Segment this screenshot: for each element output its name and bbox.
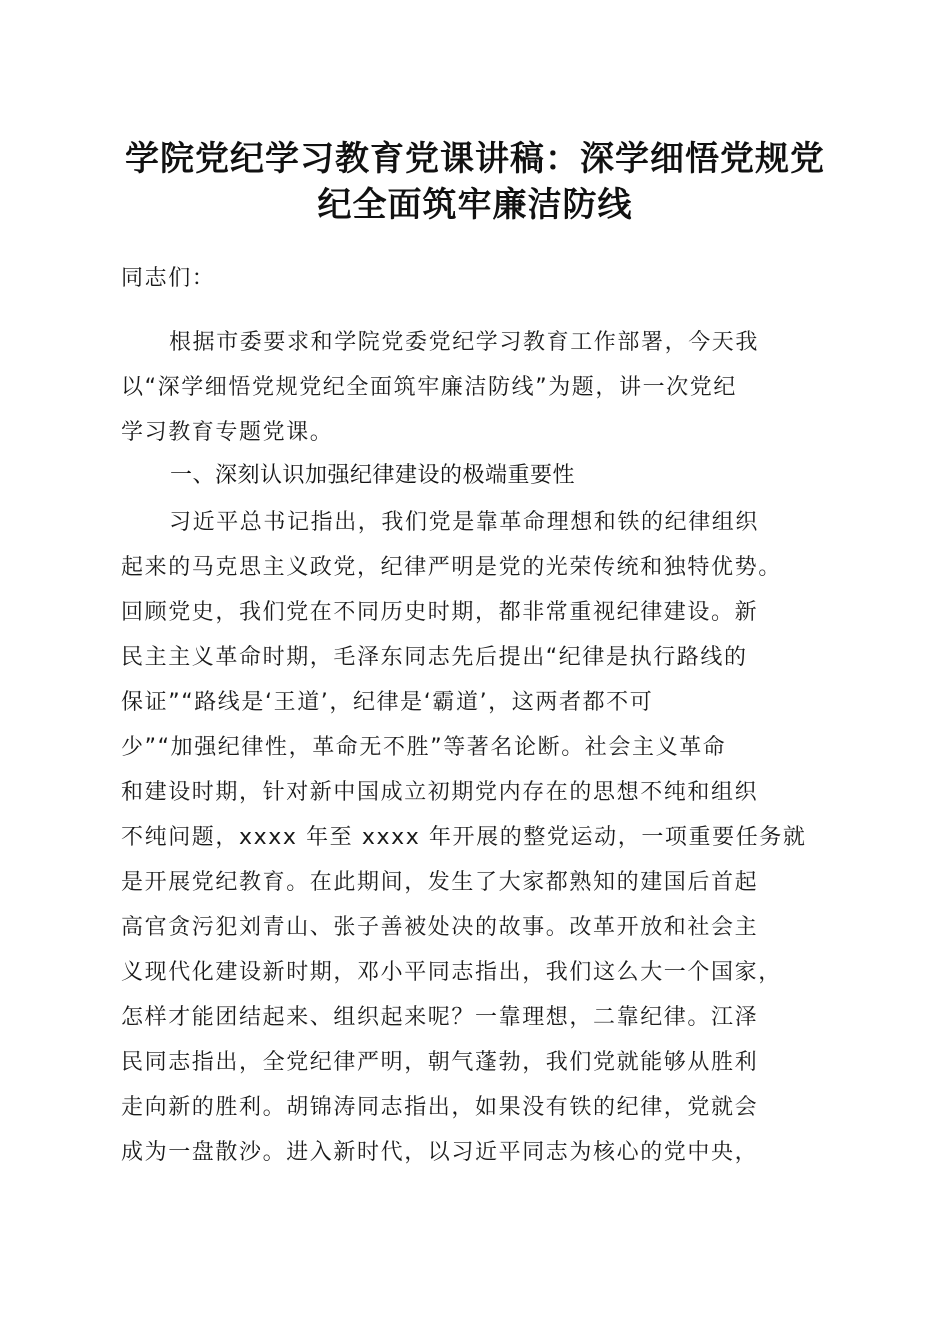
paragraph-line: 和建设时期，针对新中国成立初期党内存在的思想不纯和组织 <box>121 780 759 805</box>
paragraph-line: 回顾党史，我们党在不同历史时期，都非常重视纪律建设。新 <box>121 600 759 625</box>
paragraph-line: 以“深学细悟党规党纪全面筑牢廉洁防线”为题，讲一次党纪 <box>121 375 737 400</box>
paragraph-line: 学习教育专题党课。 <box>121 420 334 445</box>
paragraph-line: 起来的马克思主义政党，纪律严明是党的光荣传统和独特优势。 <box>121 555 782 580</box>
paragraph-line: 少”“加强纪律性，革命无不胜”等著名论断。社会主义革命 <box>121 735 727 760</box>
paragraph-line: 不纯问题，xxxx 年至 xxxx 年开展的整党运动，一项重要任务就 <box>121 825 807 850</box>
greeting-text: 同志们： <box>121 266 216 291</box>
paragraph-line: 怎样才能团结起来、组织起来呢？一靠理想，二靠纪律。江泽 <box>121 1005 759 1030</box>
body-paragraph <box>121 500 841 1175</box>
paragraph-line: 民主主义革命时期，毛泽东同志先后提出“纪律是执行路线的 <box>121 645 748 670</box>
document-title <box>100 136 850 228</box>
title-line-2: 纪全面筑牢廉洁防线 <box>317 185 633 225</box>
paragraph-line: 民同志指出，全党纪律严明，朝气蓬勃，我们党就能够从胜利 <box>121 1050 759 1075</box>
paragraph-line: 走向新的胜利。胡锦涛同志指出，如果没有铁的纪律，党就会 <box>121 1095 759 1120</box>
paragraph-line: 是开展党纪教育。在此期间，发生了大家都熟知的建国后首起 <box>121 870 759 895</box>
greeting <box>121 256 841 301</box>
paragraph-line: 成为一盘散沙。进入新时代，以习近平同志为核心的党中央， <box>121 1140 759 1165</box>
paragraph-line: 义现代化建设新时期，邓小平同志指出，我们这么大一个国家， <box>121 960 782 985</box>
paragraph-line: 习近平总书记指出，我们党是靠革命理想和铁的纪律组织 <box>169 510 760 535</box>
paragraph-line: 高官贪污犯刘青山、张子善被处决的故事。改革开放和社会主 <box>121 915 759 940</box>
title-line-1: 学院党纪学习教育党课讲稿：深学细悟党规党 <box>125 139 825 179</box>
section-heading: 一、深刻认识加强纪律建设的极端重要性 <box>170 463 576 488</box>
paragraph-line: 根据市委要求和学院党委党纪学习教育工作部署，今天我 <box>169 330 760 355</box>
paragraph-line: 保证”“路线是‘王道’，纪律是‘霸道’，这两者都不可 <box>121 690 654 715</box>
intro-paragraph <box>121 320 841 455</box>
